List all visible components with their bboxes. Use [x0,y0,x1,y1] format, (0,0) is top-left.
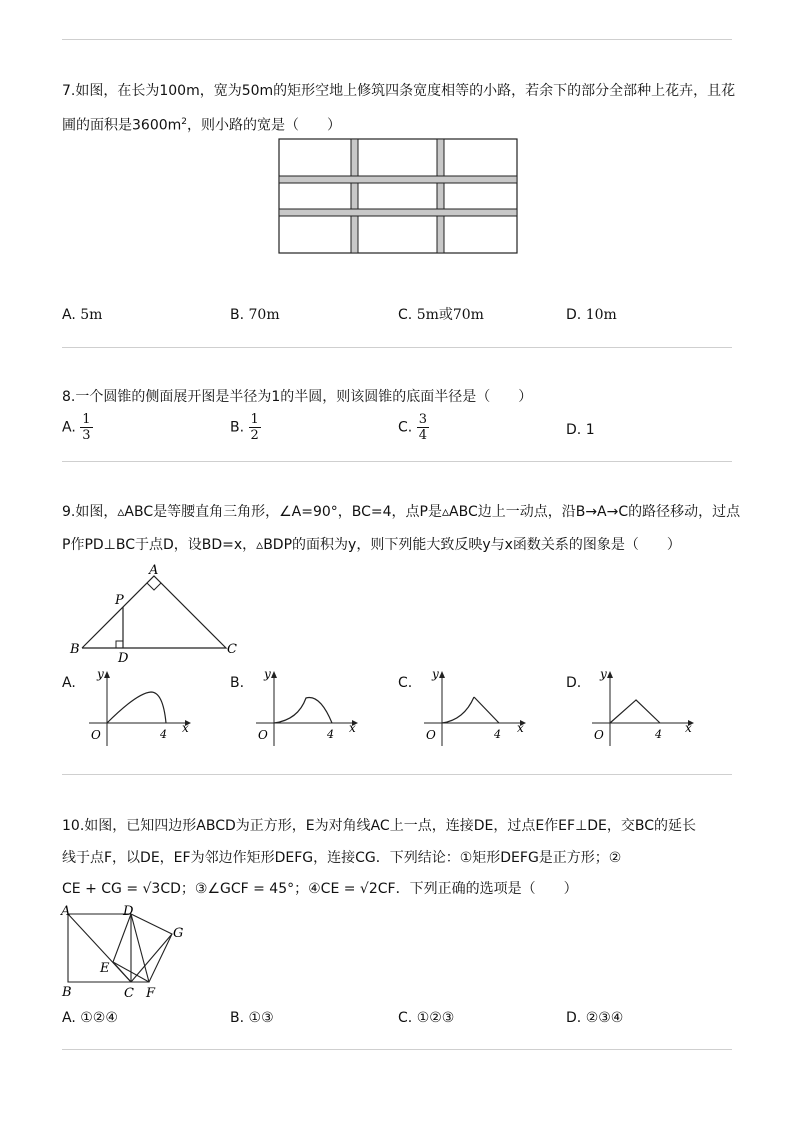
graph-tick-label: 4 [494,728,501,741]
q7-garden-figure [278,138,520,256]
q9-stem-line1: 9.如图，▵ABC是等腰直角三角形，∠A=90°，BC=4，点P是▵ABC边上一动点，沿B→A→C的路径移动，过点 [62,504,741,520]
graph-origin-label: O [91,728,101,742]
label-g: G [173,926,184,941]
denominator: 2 [250,428,259,443]
option-letter: A. [62,307,76,323]
q7-option-b[interactable] [230,305,280,325]
option-text: ①③ [248,1010,274,1026]
denominator: 3 [82,428,91,443]
option-text: ①②③ [416,1010,455,1026]
option-text: ②③④ [585,1010,624,1026]
option-letter: A. [62,419,76,436]
q8-option-b[interactable] [230,412,261,443]
q8-option-c[interactable] [398,412,429,443]
q7-option-c[interactable] [398,305,484,325]
label-f: F [146,986,156,1000]
q10-option-a[interactable] [62,1008,118,1028]
q8-stem-line1: 8.一个圆锥的侧面展开图是半径为1的半圆，则该圆锥的底面半径是（ ） [62,389,533,405]
q7-option-d[interactable] [566,305,617,325]
label-a: A [61,904,71,919]
option-letter: B. [230,307,245,323]
option-letter: D. [566,422,582,438]
q9-graph-a[interactable] [85,668,195,748]
fraction [80,412,92,443]
q7-stem-line2 [62,112,341,136]
option-letter: D. [566,307,582,323]
q9-option-c-letter[interactable]: C. [398,675,413,691]
graph-x-label: x [517,721,524,735]
label-b: B [70,642,80,657]
label-b: B [62,985,72,1000]
numerator: 3 [418,412,427,427]
denominator: 4 [418,428,427,443]
graph-tick-label: 4 [655,728,662,741]
top-divider [62,39,732,40]
graph-x-label: x [349,721,356,735]
q7-area-superscript: 2 [181,117,188,127]
label-c: C [227,642,237,657]
graph-origin-label: O [258,728,268,742]
numerator: 1 [82,412,91,427]
label-d: D [118,651,129,663]
q10-option-d[interactable] [566,1008,623,1028]
option-letter: D. [566,1010,582,1026]
q9-graph-b[interactable] [252,668,362,748]
q7-stem-line2-pre: 圃的面积是3600m [62,117,182,134]
q8-option-a[interactable] [62,412,93,443]
q7-stem-line1: 7.如图，在长为100m，宽为50m的矩形空地上修筑四条宽度相等的小路，若余下的部分全部种上花卉，且花 [62,83,736,99]
option-letter: A. [62,1010,76,1026]
option-text: ①②④ [80,1010,118,1026]
option-letter: B. [230,419,245,436]
option-letter: B. [230,1010,245,1026]
graph-tick-label: 4 [160,728,167,741]
option-text: 70m [248,307,280,323]
graph-x-label: x [685,721,692,735]
divider-q8-q9 [62,461,732,462]
label-d: D [123,904,134,919]
q9-option-d-letter[interactable]: D. [566,675,582,691]
graph-x-label: x [182,721,189,735]
label-p: P [115,593,124,608]
q10-square-figure [60,904,192,1000]
option-text: 5m [80,307,103,323]
q10-option-c[interactable] [398,1008,454,1028]
q9-option-a-letter[interactable]: A. [62,675,76,691]
graph-y-label: y [432,668,439,681]
option-text: 1 [585,422,595,438]
graph-origin-label: O [426,728,436,742]
fraction [249,412,261,443]
q9-graph-c[interactable] [420,668,530,748]
q9-triangle-figure [68,563,240,663]
option-letter: C. [398,307,413,323]
divider-q7-q8 [62,347,732,348]
label-a: A [149,563,159,578]
label-e: E [100,961,110,976]
option-text: 5m或70m [416,307,484,323]
bottom-divider [62,1049,732,1050]
q7-stem-line2-post: ，则小路的宽是（ ） [187,117,342,134]
graph-y-label: y [97,668,104,681]
q9-stem-line2: P作PD⊥BC于点D，设BD=x，▵BDP的面积为y，则下列能大致反映y与x函数关系的图象是（ ） [62,537,681,553]
graph-origin-label: O [594,728,604,742]
graph-y-label: y [264,668,271,681]
numerator: 1 [250,412,259,427]
option-letter: C. [398,1010,413,1026]
q10-stem-line1: 10.如图，已知四边形ABCD为正方形，E为对角线AC上一点，连接DE，过点E作EF⊥DE，交BC的延长 [62,818,697,834]
label-c: C [124,986,134,1000]
option-letter: C. [398,419,413,436]
q9-graph-d[interactable] [588,668,698,748]
graph-y-label: y [600,668,607,681]
q10-stem-line3: CE + CG = √3CD；③∠GCF = 45°；④CE = √2CF．下列正确的选项是（ ） [62,881,578,897]
graph-tick-label: 4 [327,728,334,741]
q7-option-a[interactable] [62,305,102,325]
q8-option-d[interactable] [566,420,595,440]
fraction [417,412,429,443]
q9-option-b-letter[interactable]: B. [230,675,245,691]
divider-q9-q10 [62,774,732,775]
option-text: 10m [585,307,617,323]
q10-option-b[interactable] [230,1008,274,1028]
q10-stem-line2: 线于点F，以DE，EF为邻边作矩形DEFG，连接CG．下列结论：①矩形DEFG是正方形；② [62,850,622,866]
